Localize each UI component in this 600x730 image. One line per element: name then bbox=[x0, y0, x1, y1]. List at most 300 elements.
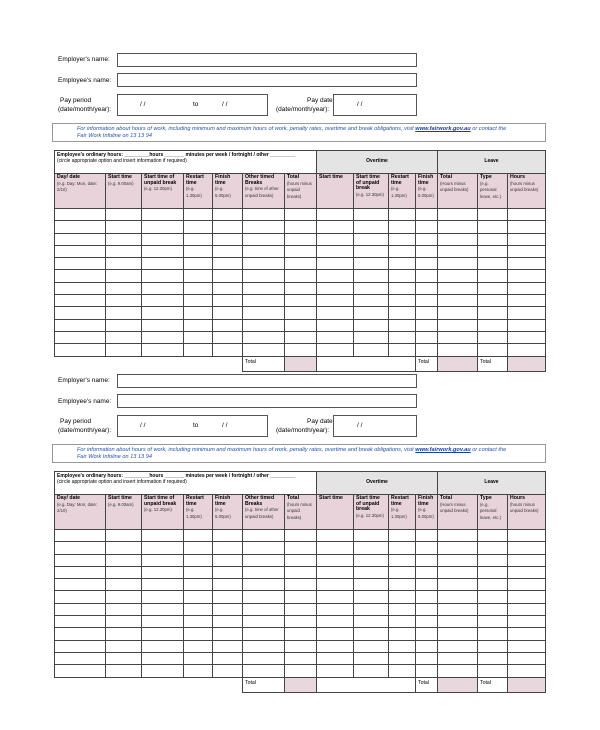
entry-cell[interactable] bbox=[106, 579, 142, 591]
entry-cell[interactable] bbox=[508, 295, 546, 307]
entry-cell[interactable] bbox=[508, 270, 546, 282]
entry-cell[interactable] bbox=[213, 603, 243, 615]
entry-cell[interactable] bbox=[55, 628, 106, 640]
ordinary-hours-cell[interactable] bbox=[55, 472, 317, 495]
entry-cell[interactable] bbox=[416, 628, 438, 640]
entry-cell[interactable] bbox=[416, 530, 438, 542]
entry-cell[interactable] bbox=[317, 566, 354, 578]
entry-cell[interactable] bbox=[106, 258, 142, 270]
entry-cell[interactable] bbox=[55, 665, 106, 677]
entry-cell[interactable] bbox=[285, 270, 317, 282]
entry-cell[interactable] bbox=[438, 209, 478, 221]
entry-cell[interactable] bbox=[184, 530, 213, 542]
entry-cell[interactable] bbox=[213, 652, 243, 664]
entry-cell[interactable] bbox=[106, 640, 142, 652]
entry-cell[interactable] bbox=[184, 616, 213, 628]
entry-cell[interactable] bbox=[354, 530, 389, 542]
entry-cell[interactable] bbox=[184, 603, 213, 615]
entry-cell[interactable] bbox=[55, 591, 106, 603]
entry-cell[interactable] bbox=[416, 579, 438, 591]
entry-cell[interactable] bbox=[508, 616, 546, 628]
entry-cell[interactable] bbox=[354, 221, 389, 233]
entry-cell[interactable] bbox=[438, 554, 478, 566]
entry-cell[interactable] bbox=[243, 603, 285, 615]
entry-cell[interactable] bbox=[389, 579, 416, 591]
entry-cell[interactable] bbox=[317, 616, 354, 628]
entry-cell[interactable] bbox=[285, 233, 317, 245]
entry-cell[interactable] bbox=[317, 270, 354, 282]
entry-cell[interactable] bbox=[285, 307, 317, 319]
entry-cell[interactable] bbox=[317, 209, 354, 221]
entry-cell[interactable] bbox=[508, 209, 546, 221]
entry-cell[interactable] bbox=[478, 295, 508, 307]
entry-cell[interactable] bbox=[478, 542, 508, 554]
entry-cell[interactable] bbox=[213, 209, 243, 221]
entry-cell[interactable] bbox=[55, 233, 106, 245]
entry-cell[interactable] bbox=[354, 209, 389, 221]
entry-cell[interactable] bbox=[416, 209, 438, 221]
entry-cell[interactable] bbox=[508, 307, 546, 319]
entry-cell[interactable] bbox=[285, 665, 317, 677]
entry-cell[interactable] bbox=[416, 282, 438, 294]
entry-cell[interactable] bbox=[478, 233, 508, 245]
entry-cell[interactable] bbox=[285, 579, 317, 591]
employee-name-field[interactable] bbox=[117, 394, 417, 408]
entry-cell[interactable] bbox=[213, 282, 243, 294]
entry-cell[interactable] bbox=[478, 554, 508, 566]
entry-cell[interactable] bbox=[478, 566, 508, 578]
entry-cell[interactable] bbox=[389, 295, 416, 307]
ordinary-hours-cell[interactable] bbox=[55, 151, 317, 174]
entry-cell[interactable] bbox=[213, 258, 243, 270]
entry-cell[interactable] bbox=[243, 282, 285, 294]
entry-cell[interactable] bbox=[389, 221, 416, 233]
entry-cell[interactable] bbox=[184, 652, 213, 664]
entry-cell[interactable] bbox=[106, 628, 142, 640]
entry-cell[interactable] bbox=[55, 554, 106, 566]
entry-cell[interactable] bbox=[389, 530, 416, 542]
entry-cell[interactable] bbox=[389, 616, 416, 628]
entry-cell[interactable] bbox=[317, 579, 354, 591]
entry-cell[interactable] bbox=[317, 221, 354, 233]
entry-cell[interactable] bbox=[184, 628, 213, 640]
entry-cell[interactable] bbox=[285, 209, 317, 221]
entry-cell[interactable] bbox=[285, 628, 317, 640]
entry-cell[interactable] bbox=[243, 307, 285, 319]
entry-cell[interactable] bbox=[285, 566, 317, 578]
entry-cell[interactable] bbox=[184, 542, 213, 554]
entry-cell[interactable] bbox=[142, 295, 184, 307]
entry-cell[interactable] bbox=[478, 640, 508, 652]
entry-cell[interactable] bbox=[416, 245, 438, 257]
entry-cell[interactable] bbox=[508, 282, 546, 294]
entry-cell[interactable] bbox=[438, 616, 478, 628]
entry-cell[interactable] bbox=[389, 591, 416, 603]
entry-cell[interactable] bbox=[285, 282, 317, 294]
entry-cell[interactable] bbox=[142, 640, 184, 652]
entry-cell[interactable] bbox=[243, 209, 285, 221]
entry-cell[interactable] bbox=[438, 221, 478, 233]
entry-cell[interactable] bbox=[317, 652, 354, 664]
entry-cell[interactable] bbox=[354, 245, 389, 257]
fairwork-link[interactable]: www.fairwork.gov.au bbox=[415, 447, 471, 453]
pay-date-field[interactable] bbox=[333, 94, 417, 116]
entry-cell[interactable] bbox=[106, 542, 142, 554]
entry-cell[interactable] bbox=[243, 295, 285, 307]
entry-cell[interactable] bbox=[438, 282, 478, 294]
entry-cell[interactable] bbox=[354, 616, 389, 628]
entry-cell[interactable] bbox=[55, 652, 106, 664]
entry-cell[interactable] bbox=[478, 282, 508, 294]
entry-cell[interactable] bbox=[106, 652, 142, 664]
entry-cell[interactable] bbox=[438, 542, 478, 554]
entry-cell[interactable] bbox=[243, 258, 285, 270]
entry-cell[interactable] bbox=[106, 245, 142, 257]
entry-cell[interactable] bbox=[438, 665, 478, 677]
entry-cell[interactable] bbox=[142, 258, 184, 270]
entry-cell[interactable] bbox=[389, 209, 416, 221]
entry-cell[interactable] bbox=[285, 530, 317, 542]
entry-cell[interactable] bbox=[438, 245, 478, 257]
entry-cell[interactable] bbox=[438, 628, 478, 640]
entry-cell[interactable] bbox=[213, 245, 243, 257]
entry-cell[interactable] bbox=[106, 221, 142, 233]
entry-cell[interactable] bbox=[438, 258, 478, 270]
entry-cell[interactable] bbox=[213, 628, 243, 640]
entry-cell[interactable] bbox=[106, 665, 142, 677]
entry-cell[interactable] bbox=[438, 530, 478, 542]
entry-cell[interactable] bbox=[243, 640, 285, 652]
entry-cell[interactable] bbox=[213, 295, 243, 307]
entry-cell[interactable] bbox=[243, 579, 285, 591]
entry-cell[interactable] bbox=[142, 665, 184, 677]
entry-cell[interactable] bbox=[285, 245, 317, 257]
entry-cell[interactable] bbox=[354, 554, 389, 566]
entry-cell[interactable] bbox=[416, 665, 438, 677]
entry-cell[interactable] bbox=[354, 591, 389, 603]
entry-cell[interactable] bbox=[55, 209, 106, 221]
entry-cell[interactable] bbox=[142, 542, 184, 554]
entry-cell[interactable] bbox=[317, 591, 354, 603]
entry-cell[interactable] bbox=[55, 221, 106, 233]
entry-cell[interactable] bbox=[438, 233, 478, 245]
entry-cell[interactable] bbox=[508, 640, 546, 652]
entry-cell[interactable] bbox=[184, 566, 213, 578]
entry-cell[interactable] bbox=[243, 628, 285, 640]
entry-cell[interactable] bbox=[354, 640, 389, 652]
entry-cell[interactable] bbox=[438, 270, 478, 282]
entry-cell[interactable] bbox=[416, 554, 438, 566]
entry-cell[interactable] bbox=[438, 652, 478, 664]
entry-cell[interactable] bbox=[508, 603, 546, 615]
entry-cell[interactable] bbox=[354, 233, 389, 245]
entry-cell[interactable] bbox=[142, 530, 184, 542]
total-value[interactable] bbox=[285, 677, 317, 692]
entry-cell[interactable] bbox=[416, 566, 438, 578]
entry-cell[interactable] bbox=[354, 628, 389, 640]
entry-cell[interactable] bbox=[508, 665, 546, 677]
entry-cell[interactable] bbox=[243, 542, 285, 554]
entry-cell[interactable] bbox=[213, 640, 243, 652]
entry-cell[interactable] bbox=[142, 270, 184, 282]
entry-cell[interactable] bbox=[243, 530, 285, 542]
entry-cell[interactable] bbox=[243, 665, 285, 677]
entry-cell[interactable] bbox=[317, 530, 354, 542]
entry-cell[interactable] bbox=[317, 245, 354, 257]
entry-cell[interactable] bbox=[106, 554, 142, 566]
entry-cell[interactable] bbox=[55, 640, 106, 652]
entry-cell[interactable] bbox=[243, 652, 285, 664]
entry-cell[interactable] bbox=[184, 665, 213, 677]
entry-cell[interactable] bbox=[213, 530, 243, 542]
entry-cell[interactable] bbox=[142, 591, 184, 603]
entry-cell[interactable] bbox=[354, 295, 389, 307]
entry-cell[interactable] bbox=[438, 566, 478, 578]
entry-cell[interactable] bbox=[55, 295, 106, 307]
entry-cell[interactable] bbox=[317, 233, 354, 245]
entry-cell[interactable] bbox=[478, 628, 508, 640]
entry-cell[interactable] bbox=[354, 603, 389, 615]
entry-cell[interactable] bbox=[354, 542, 389, 554]
entry-cell[interactable] bbox=[438, 307, 478, 319]
entry-cell[interactable] bbox=[478, 258, 508, 270]
entry-cell[interactable] bbox=[416, 295, 438, 307]
entry-cell[interactable] bbox=[317, 640, 354, 652]
entry-cell[interactable] bbox=[416, 591, 438, 603]
entry-cell[interactable] bbox=[184, 221, 213, 233]
entry-cell[interactable] bbox=[142, 233, 184, 245]
entry-cell[interactable] bbox=[416, 542, 438, 554]
entry-cell[interactable] bbox=[317, 628, 354, 640]
entry-cell[interactable] bbox=[478, 579, 508, 591]
entry-cell[interactable] bbox=[285, 640, 317, 652]
entry-cell[interactable] bbox=[55, 566, 106, 578]
entry-cell[interactable] bbox=[389, 652, 416, 664]
entry-cell[interactable] bbox=[106, 209, 142, 221]
entry-cell[interactable] bbox=[389, 282, 416, 294]
entry-cell[interactable] bbox=[55, 282, 106, 294]
entry-cell[interactable] bbox=[106, 616, 142, 628]
leave-total-value[interactable] bbox=[508, 677, 546, 692]
entry-cell[interactable] bbox=[478, 307, 508, 319]
entry-cell[interactable] bbox=[438, 603, 478, 615]
entry-cell[interactable] bbox=[285, 616, 317, 628]
entry-cell[interactable] bbox=[184, 258, 213, 270]
entry-cell[interactable] bbox=[142, 554, 184, 566]
entry-cell[interactable] bbox=[508, 221, 546, 233]
entry-cell[interactable] bbox=[142, 579, 184, 591]
entry-cell[interactable] bbox=[55, 307, 106, 319]
entry-cell[interactable] bbox=[416, 652, 438, 664]
entry-cell[interactable] bbox=[478, 270, 508, 282]
ot-total-value[interactable] bbox=[438, 677, 478, 692]
entry-cell[interactable] bbox=[184, 295, 213, 307]
entry-cell[interactable] bbox=[106, 270, 142, 282]
entry-cell[interactable] bbox=[184, 640, 213, 652]
entry-cell[interactable] bbox=[508, 628, 546, 640]
entry-cell[interactable] bbox=[317, 554, 354, 566]
entry-cell[interactable] bbox=[508, 258, 546, 270]
entry-cell[interactable] bbox=[184, 270, 213, 282]
entry-cell[interactable] bbox=[243, 616, 285, 628]
entry-cell[interactable] bbox=[389, 665, 416, 677]
entry-cell[interactable] bbox=[389, 603, 416, 615]
entry-cell[interactable] bbox=[478, 603, 508, 615]
entry-cell[interactable] bbox=[213, 591, 243, 603]
entry-cell[interactable] bbox=[55, 616, 106, 628]
entry-cell[interactable] bbox=[508, 233, 546, 245]
entry-cell[interactable] bbox=[416, 603, 438, 615]
pay-date-field[interactable] bbox=[333, 415, 417, 437]
entry-cell[interactable] bbox=[142, 566, 184, 578]
entry-cell[interactable] bbox=[213, 221, 243, 233]
entry-cell[interactable] bbox=[184, 307, 213, 319]
entry-cell[interactable] bbox=[243, 566, 285, 578]
entry-cell[interactable] bbox=[55, 270, 106, 282]
entry-cell[interactable] bbox=[106, 295, 142, 307]
entry-cell[interactable] bbox=[213, 616, 243, 628]
entry-cell[interactable] bbox=[142, 209, 184, 221]
entry-cell[interactable] bbox=[354, 307, 389, 319]
entry-cell[interactable] bbox=[438, 579, 478, 591]
entry-cell[interactable] bbox=[389, 640, 416, 652]
entry-cell[interactable] bbox=[389, 233, 416, 245]
entry-cell[interactable] bbox=[243, 591, 285, 603]
entry-cell[interactable] bbox=[106, 233, 142, 245]
entry-cell[interactable] bbox=[243, 554, 285, 566]
entry-cell[interactable] bbox=[416, 640, 438, 652]
entry-cell[interactable] bbox=[478, 591, 508, 603]
entry-cell[interactable] bbox=[243, 270, 285, 282]
entry-cell[interactable] bbox=[508, 554, 546, 566]
entry-cell[interactable] bbox=[354, 579, 389, 591]
entry-cell[interactable] bbox=[389, 307, 416, 319]
entry-cell[interactable] bbox=[317, 665, 354, 677]
entry-cell[interactable] bbox=[416, 616, 438, 628]
entry-cell[interactable] bbox=[416, 221, 438, 233]
entry-cell[interactable] bbox=[213, 233, 243, 245]
entry-cell[interactable] bbox=[285, 652, 317, 664]
entry-cell[interactable] bbox=[478, 530, 508, 542]
entry-cell[interactable] bbox=[184, 282, 213, 294]
entry-cell[interactable] bbox=[317, 307, 354, 319]
entry-cell[interactable] bbox=[243, 233, 285, 245]
entry-cell[interactable] bbox=[478, 245, 508, 257]
entry-cell[interactable] bbox=[354, 270, 389, 282]
employer-name-field[interactable] bbox=[117, 374, 417, 388]
entry-cell[interactable] bbox=[389, 628, 416, 640]
entry-cell[interactable] bbox=[478, 616, 508, 628]
entry-cell[interactable] bbox=[416, 270, 438, 282]
entry-cell[interactable] bbox=[317, 542, 354, 554]
entry-cell[interactable] bbox=[142, 652, 184, 664]
entry-cell[interactable] bbox=[142, 307, 184, 319]
entry-cell[interactable] bbox=[478, 209, 508, 221]
entry-cell[interactable] bbox=[508, 579, 546, 591]
entry-cell[interactable] bbox=[354, 652, 389, 664]
entry-cell[interactable] bbox=[285, 295, 317, 307]
entry-cell[interactable] bbox=[106, 530, 142, 542]
entry-cell[interactable] bbox=[354, 566, 389, 578]
entry-cell[interactable] bbox=[184, 245, 213, 257]
entry-cell[interactable] bbox=[508, 530, 546, 542]
entry-cell[interactable] bbox=[184, 209, 213, 221]
entry-cell[interactable] bbox=[106, 282, 142, 294]
entry-cell[interactable] bbox=[389, 270, 416, 282]
entry-cell[interactable] bbox=[213, 270, 243, 282]
entry-cell[interactable] bbox=[285, 258, 317, 270]
entry-cell[interactable] bbox=[389, 245, 416, 257]
entry-cell[interactable] bbox=[389, 258, 416, 270]
entry-cell[interactable] bbox=[213, 554, 243, 566]
entry-cell[interactable] bbox=[213, 579, 243, 591]
entry-cell[interactable] bbox=[285, 221, 317, 233]
entry-cell[interactable] bbox=[354, 258, 389, 270]
entry-cell[interactable] bbox=[438, 640, 478, 652]
entry-cell[interactable] bbox=[438, 295, 478, 307]
entry-cell[interactable] bbox=[213, 665, 243, 677]
entry-cell[interactable] bbox=[184, 591, 213, 603]
entry-cell[interactable] bbox=[354, 282, 389, 294]
entry-cell[interactable] bbox=[438, 591, 478, 603]
entry-cell[interactable] bbox=[508, 652, 546, 664]
entry-cell[interactable] bbox=[55, 542, 106, 554]
entry-cell[interactable] bbox=[142, 245, 184, 257]
entry-cell[interactable] bbox=[106, 307, 142, 319]
entry-cell[interactable] bbox=[142, 221, 184, 233]
entry-cell[interactable] bbox=[389, 542, 416, 554]
entry-cell[interactable] bbox=[142, 628, 184, 640]
entry-cell[interactable] bbox=[508, 245, 546, 257]
entry-cell[interactable] bbox=[243, 245, 285, 257]
entry-cell[interactable] bbox=[184, 579, 213, 591]
entry-cell[interactable] bbox=[478, 652, 508, 664]
entry-cell[interactable] bbox=[55, 579, 106, 591]
entry-cell[interactable] bbox=[106, 566, 142, 578]
entry-cell[interactable] bbox=[285, 554, 317, 566]
fairwork-link[interactable]: www.fairwork.gov.au bbox=[415, 126, 471, 132]
entry-cell[interactable] bbox=[416, 233, 438, 245]
entry-cell[interactable] bbox=[416, 258, 438, 270]
entry-cell[interactable] bbox=[354, 665, 389, 677]
entry-cell[interactable] bbox=[285, 591, 317, 603]
entry-cell[interactable] bbox=[106, 591, 142, 603]
entry-cell[interactable] bbox=[317, 258, 354, 270]
entry-cell[interactable] bbox=[142, 603, 184, 615]
entry-cell[interactable] bbox=[55, 603, 106, 615]
entry-cell[interactable] bbox=[243, 221, 285, 233]
entry-cell[interactable] bbox=[416, 307, 438, 319]
employer-name-field[interactable] bbox=[117, 53, 417, 67]
entry-cell[interactable] bbox=[317, 295, 354, 307]
entry-cell[interactable] bbox=[142, 616, 184, 628]
entry-cell[interactable] bbox=[508, 591, 546, 603]
entry-cell[interactable] bbox=[389, 554, 416, 566]
entry-cell[interactable] bbox=[508, 542, 546, 554]
entry-cell[interactable] bbox=[478, 221, 508, 233]
entry-cell[interactable] bbox=[106, 603, 142, 615]
entry-cell[interactable] bbox=[55, 258, 106, 270]
entry-cell[interactable] bbox=[508, 566, 546, 578]
entry-cell[interactable] bbox=[55, 530, 106, 542]
entry-cell[interactable] bbox=[478, 665, 508, 677]
entry-cell[interactable] bbox=[213, 307, 243, 319]
entry-cell[interactable] bbox=[317, 603, 354, 615]
entry-cell[interactable] bbox=[213, 566, 243, 578]
entry-cell[interactable] bbox=[389, 566, 416, 578]
entry-cell[interactable] bbox=[285, 603, 317, 615]
entry-cell[interactable] bbox=[55, 245, 106, 257]
